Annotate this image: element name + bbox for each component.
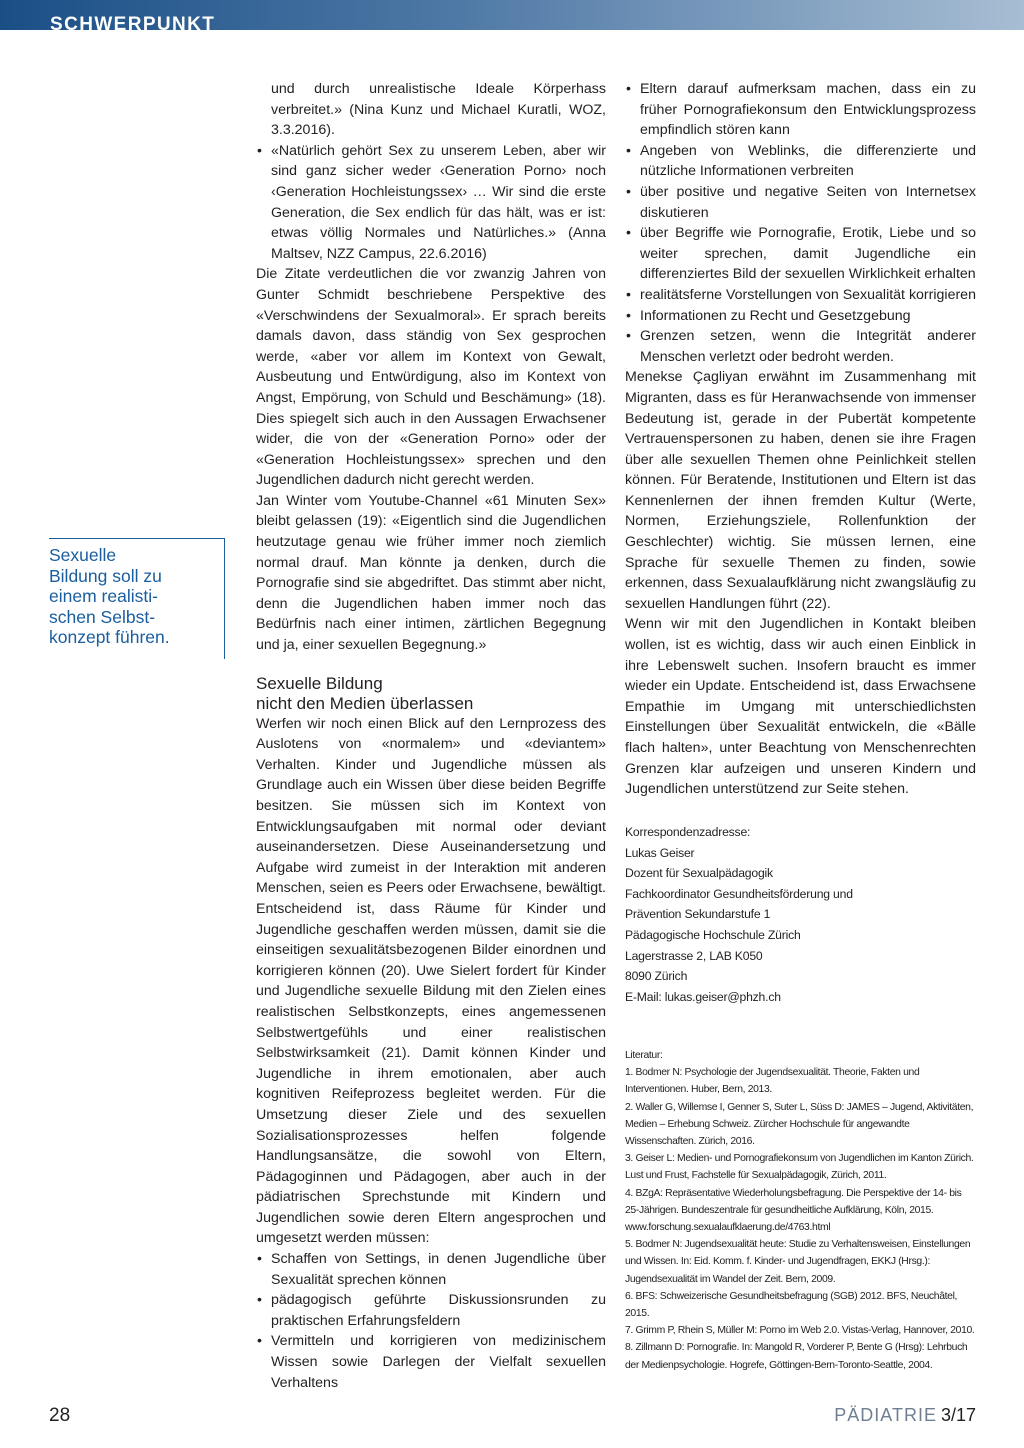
literature-entry: 3. Geiser L: Medien- und Pornografiekonsum von Jugendlichen im Kanton Zürich. Lust und Frust, Fachstelle für Sexualpädagogik, Zürich, 2011. [625,1153,974,1182]
contact-line: Dozent für Sexualpädagogik [625,866,773,881]
literature-entry: 1. Bodmer N: Psychologie der Jugendsexualität. Theorie, Fakten und Interventionen. Huber, Bern, 2013. [625,1067,920,1096]
bullet-item: • Grenzen setzen, wenn die Integrität anderer Menschen verletzt oder bedroht werden. [625,326,976,367]
section-heading-line2: nicht den Medien überlassen [256,693,474,713]
body-paragraph: Jan Winter vom Youtube-Channel «61 Minuten Sex» bleibt gelassen (19): «Eigentlich sind die Jugendlichen heutzutage genau wie früher immer noch ziemlich normal drauf. Man könnte ja denken, durch die Pornografie sind sie abgedriftet. Das stimmt aber nicht, denn die Jugendlichen haben immer noch das Bedürfnis nach einer intimen, zärtlichen Begegnung und ja, einer sexuellen Begegnung.» [256,492,606,654]
body-paragraph: Die Zitate verdeutlichen die vor zwanzig Jahren von Gunter Schmidt beschriebene Perspektive des «Verschwindens der Sexualmoral». Er sprach bereits damals davon, dass ständig von Sex gesprochen werde, «aber vor allem im Kontext von Gewalt, Ausbeutung und Entwürdigung, also im Kontext von Angst, Empörung, von Schuld und Beschämung» (18). Dies spiegelt sich auch in den Aussagen Erwachsener wider, die von der «Generation Porno» oder der «Generation Hochleistungssex» sprechen und den Jugendlichen dadurch nicht gerecht werden. [256,266,606,489]
bullet-item: • Informationen zu Recht und Gesetzgebung [625,306,976,327]
contact-line: Fachkoordinator Gesundheitsförderung und [625,886,853,901]
body-paragraph: Werfen wir noch einen Blick auf den Lernprozess des Auslotens von «normalem» und «deviantem» Verhalten. Kinder und Jugendliche müssen als Grundlage auch ein Wissen über diese beiden Begriffe besitzen. Sie müssen sich im Kontext von Entwicklungsaufgaben mit normal oder deviant auseinandersetzen. Diese Auseinandersetzung und Aufgabe wird zumeist in der Interaktion mit anderen Menschen, seien es Peers oder Erwachsene, bewältigt. Entscheidend ist, dass Räume für Kinder und Jugendliche geschaffen werden müssen, damit sie die einseitigen sexualitätsbezogenen Bilder einordnen und korrigieren können (20). Uwe Sielert fordert für Kinder und Jugendliche sexuelle Bildung mit den Zielen eines realistischen Selbstkonzepts, eines angemessenen Selbstwertgefühls und einer realistischen Selbstwirksamkeit (21). Damit können Kinder und Jugendliche in ihrem emotionalen, aber auch kognitiven Reifeprozess begleitet werden. Für die Umsetzung dieser Ziele und des sexuellen Sozialisationsprozesses helfen folgende Handlungsansätze, die sowohl von Eltern, Pädagoginnen und Pädagogen, aber auch in der pädiatrischen Sprechstunde mit Kindern und Jugendlichen sowie deren Eltern angesprochen und umgesetzt werden müssen: [256,715,606,1247]
bullet-item: • Angeben von Weblinks, die differenzierte und nützliche Informationen verbreiten [625,141,976,182]
pull-quote [49,538,225,659]
literature-entry: 4. BZgA: Repräsentative Wiederholungsbefragung. Die Perspektive der 14- bis 25-Jährigen. Bundeszentrale für gesundheitliche Aufklärung, Köln, 2015. www.forschung.sexualaufklaerung.de/4763.html [625,1187,962,1234]
quote-continuation: und durch unrealistische Ideale Körperhass verbreitet.» (Nina Kunz und Michael Kuratli, WOZ, 3.3.2016). [271,81,606,139]
column-right [625,79,976,800]
bullet-item: • Eltern darauf aufmerksam machen, dass ein zu früher Pornografiekonsum den Entwicklungsprozess empfindlich stören kann [625,79,976,141]
contact-line: Lagerstrasse 2, LAB K050 [625,948,763,963]
correspondence-title: Korrespondenzadresse: [625,825,751,839]
bullet-item: • realitätsferne Vorstellungen von Sexualität korrigieren [625,285,976,306]
literature-entry: 6. BFS: Schweizerische Gesundheitsbefragung (SGB) 2012. BFS, Neuchâtel, 2015. [625,1290,958,1320]
column-middle [256,79,606,1393]
journal-footer [834,1405,976,1426]
literature-title: Literatur: [625,1050,663,1061]
journal-name: PÄDIATRIE [834,1405,937,1425]
bullet-item: • über positive und negative Seiten von Internetsex diskutieren [625,182,976,223]
quote-list [256,79,606,264]
body-paragraph: Wenn wir mit den Jugendlichen in Kontakt bleiben wollen, ist es wichtig, dass wir auch einen Einblick in ihre Lebenswelt suchen. Insofern braucht es immer wieder ein Update. Entscheidend ist, dass Erwachsene Empathie im Umgang mit unterschiedlichsten Einstellungen über Sexualität entwickeln, die «Bälle flach halten», unter Beachtung von Menschenrechten Grenzen klar aufzeigen und unseren Kindern und Jugendlichen unterstützend zur Seite stehen. [625,616,976,798]
journal-issue: 3/17 [940,1405,976,1425]
bullet-item: • pädagogisch geführte Diskussionsrunden zu praktischen Erfahrungsfeldern [256,1290,606,1331]
contact-line: Pädagogische Hochschule Zürich [625,927,801,942]
bullet-list [625,79,976,367]
literature-list [625,1047,976,1374]
bullet-list [256,1249,606,1393]
quote-item: • «Natürlich gehört Sex zu unserem Leben, aber wir sind ganz sicher weder ‹Generation Porno› noch ‹Generation Hochleistungssex› … Wir sind die erste Generation, die Sex endlich für das hält, was er ist: etwas völlig Normales und Natürliches.» (Anna Maltsev, NZZ Campus, 22.6.2016) [256,141,606,265]
body-paragraph: Menekse Çagliyan erwähnt im Zusammenhang mit Migranten, dass es für Heranwachsende von immenser Bedeutung ist, gerade in der Pubertät kompetente Vertrauenspersonen zu haben, denen sie ihre Fragen über alle sexuellen Themen ohne Peinlichkeit stellen können. Für Beratende, Institutionen und Eltern ist das Kennenlernen der ihnen fremden Kultur (Werte, Normen, Erziehungsziele, Rollenfunktion der Geschlechter) wichtig. Sie müssen lernen, eine Sprache für sexuelle Themen zu finden, sowie erkennen, dass Sexualaufklärung nicht zwangsläufig zu sexuellen Handlungen führt (22). [625,369,976,612]
bullet-item: • Schaffen von Settings, in denen Jugendliche über Sexualität sprechen können [256,1249,606,1290]
bullet-item: • Vermitteln und korrigieren von medizinischem Wissen sowie Darlegen der Vielfalt sexuellen Verhaltens [256,1331,606,1393]
bullet-item: • über Begriffe wie Pornografie, Erotik, Liebe und so weiter sprechen, damit Jugendliche ein differenziertes Bild der sexuellen Wirklichkeit erhalten [625,223,976,285]
contact-line: 8090 Zürich [625,969,688,984]
contact-line: Lukas Geiser [625,845,695,860]
page-number: 28 [49,1405,71,1426]
contact-email: E-Mail: lukas.geiser@phzh.ch [625,989,781,1004]
contact-line: Prävention Sekundarstufe 1 [625,907,771,922]
section-heading [256,674,606,714]
literature-entry: 5. Bodmer N: Jugendsexualität heute: Studie zu Verhaltensweisen, Einstellungen und Wissen. In: Eid. Komm. f. Kinder- und Jugendfragen, EKKJ (Hrsg.): Jugendsexualität im Wandel der Zeit. Bern, 2009. [625,1239,971,1285]
section-heading-line1: Sexuelle Bildung [256,673,383,693]
section-label: SCHWERPUNKT [50,14,216,35]
literature-entry: 7. Grimm P, Rhein S, Müller M: Porno im Web 2.0. Vistas-Verlag, Hannover, 2010. [625,1325,975,1337]
literature-entry: 8. Zillmann D: Pornografie. In: Mangold R, Vorderer P, Bente G (Hrsg): Lehrbuch der Medienpsychologie. Hogrefe, Göttingen-Bern-Toronto-Seattle, 2004. [625,1342,968,1371]
correspondence-address [625,822,976,1007]
literature-entry: 2. Waller G, Willemse I, Genner S, Suter L, Süss D: JAMES – Jugend, Aktivitäten, Medien – Erhebung Schweiz. Zürcher Hochschule für angewandte Wissenschaften. Zürich, 2016. [625,1101,974,1148]
pull-quote-text: Sexuelle Bildung soll zu einem realisti- schen Selbst- konzept führen. [49,545,170,648]
